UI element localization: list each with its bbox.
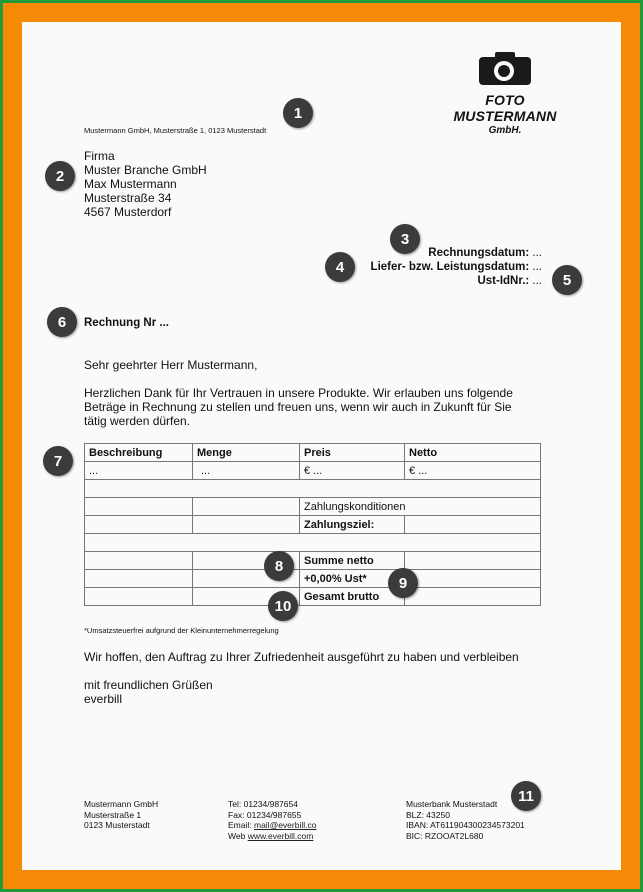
- vat-label: +0,00% Ust*: [300, 570, 405, 588]
- footer-line: Musterbank Musterstadt: [406, 799, 498, 809]
- footer-line: IBAN: AT611904300234573201: [406, 820, 525, 830]
- footer-contact: [228, 799, 316, 841]
- badge-5: 5: [552, 265, 582, 295]
- company-logo: [440, 52, 570, 136]
- table-cell: ...: [193, 462, 300, 480]
- table-cell: [405, 516, 541, 534]
- footer-email-label: Email:: [228, 820, 254, 830]
- closing-text: Wir hoffen, den Auftrag zu Ihrer Zufriedenheit ausgeführt zu haben und verbleiben: [84, 650, 519, 664]
- badge-8: 8: [264, 551, 294, 581]
- sender-line: Mustermann GmbH, Musterstraße 1, 0123 Musterstadt: [84, 126, 267, 135]
- badge-4: 4: [325, 252, 355, 282]
- delivery-date-value: ...: [529, 261, 542, 273]
- table-row: [85, 588, 541, 606]
- table-cell: [193, 498, 300, 516]
- intro-text: [84, 386, 513, 428]
- recipient-line: Firma: [84, 149, 115, 163]
- badge-3: 3: [390, 224, 420, 254]
- table-row: [85, 570, 541, 588]
- invoice-number: Rechnung Nr ...: [84, 317, 169, 329]
- table-row: [85, 498, 541, 516]
- table-cell: [405, 588, 541, 606]
- gross-total-label: Gesamt brutto: [300, 588, 405, 606]
- footer-tel: Tel: 01234/987654: [228, 799, 298, 809]
- recipient-line: Muster Branche GmbH: [84, 163, 207, 177]
- web-link[interactable]: www.everbill.com: [247, 830, 314, 841]
- footer-line: 0123 Musterstadt: [84, 820, 150, 830]
- badge-11: 11: [511, 781, 541, 811]
- recipient-line: 4567 Musterdorf: [84, 205, 172, 219]
- recipient-address: [84, 149, 207, 219]
- vat-note: *Umsatzsteuerfrei aufgrund der Kleinunternehmerregelung: [84, 626, 279, 635]
- table-cell: [405, 552, 541, 570]
- logo-title: FOTO MUSTERMANN: [453, 92, 557, 124]
- table-cell: [85, 552, 193, 570]
- vat-id-value: ...: [529, 275, 542, 287]
- table-row: [85, 516, 541, 534]
- table-cell: [85, 570, 193, 588]
- badge-1: 1: [283, 98, 313, 128]
- logo-subtitle: GmbH.: [488, 125, 522, 136]
- column-header: Preis: [300, 444, 405, 462]
- email-link[interactable]: mail@everbill.co: [253, 820, 317, 830]
- column-header: Menge: [193, 444, 300, 462]
- footer-line: Mustermann GmbH: [84, 799, 159, 809]
- table-cell: [85, 516, 193, 534]
- vat-id-label: Ust-IdNr.:: [477, 275, 530, 287]
- footer-line: BLZ: 43250: [406, 809, 450, 820]
- badge-9: 9: [388, 568, 418, 598]
- recipient-line: Musterstraße 34: [84, 191, 172, 205]
- invoice-meta: [371, 246, 542, 288]
- table-cell: [85, 480, 541, 498]
- intro-line: tätig werden dürfen.: [84, 414, 191, 428]
- table-cell: [85, 588, 193, 606]
- sum-net-label: Summe netto: [300, 552, 405, 570]
- badge-6: 6: [47, 307, 77, 337]
- badge-7: 7: [43, 446, 73, 476]
- table-cell: € ...: [300, 462, 405, 480]
- footer-fax: Fax: 01234/987655: [228, 809, 302, 820]
- footer-web-label: Web: [228, 830, 248, 841]
- table-cell: € ...: [405, 462, 541, 480]
- table-row: [85, 552, 541, 570]
- salutation: Sehr geehrter Herr Mustermann,: [84, 358, 258, 372]
- invoice-date-label: Rechnungsdatum:: [428, 247, 530, 259]
- camera-icon: [479, 52, 531, 86]
- intro-line: Beträge in Rechnung zu stellen und freuen uns, wenn wir auch in Zukunft für Sie: [84, 400, 512, 414]
- footer-line: Musterstraße 1: [84, 809, 142, 820]
- footer-line: BIC: RZOOAT2L680: [406, 830, 484, 841]
- table-cell: [193, 516, 300, 534]
- intro-line: Herzlichen Dank für Ihr Vertrauen in unsere Produkte. Wir erlauben uns folgende: [84, 386, 513, 400]
- table-row: [85, 480, 541, 498]
- invoice-date-value: ...: [529, 247, 542, 259]
- greeting: mit freundlichen Grüßen: [84, 678, 213, 692]
- recipient-line: Max Mustermann: [84, 177, 177, 191]
- table-cell: [85, 534, 541, 552]
- table-cell: [85, 498, 193, 516]
- badge-10: 10: [268, 591, 298, 621]
- table-row: [85, 534, 541, 552]
- column-header: Netto: [405, 444, 541, 462]
- table-cell: [405, 570, 541, 588]
- table-header-row: [85, 444, 541, 462]
- delivery-date-label: Liefer- bzw. Leistungsdatum:: [370, 261, 530, 273]
- table-row: [85, 462, 541, 480]
- column-header: Beschreibung: [85, 444, 193, 462]
- footer-bank: [406, 799, 525, 841]
- badge-2: 2: [45, 161, 75, 191]
- payment-conditions: Zahlungskonditionen: [300, 498, 541, 516]
- invoice-table: [84, 443, 541, 606]
- table-cell: ...: [85, 462, 193, 480]
- signature: everbill: [84, 692, 123, 706]
- payment-target: Zahlungsziel:: [300, 516, 405, 534]
- footer-company: [84, 799, 158, 831]
